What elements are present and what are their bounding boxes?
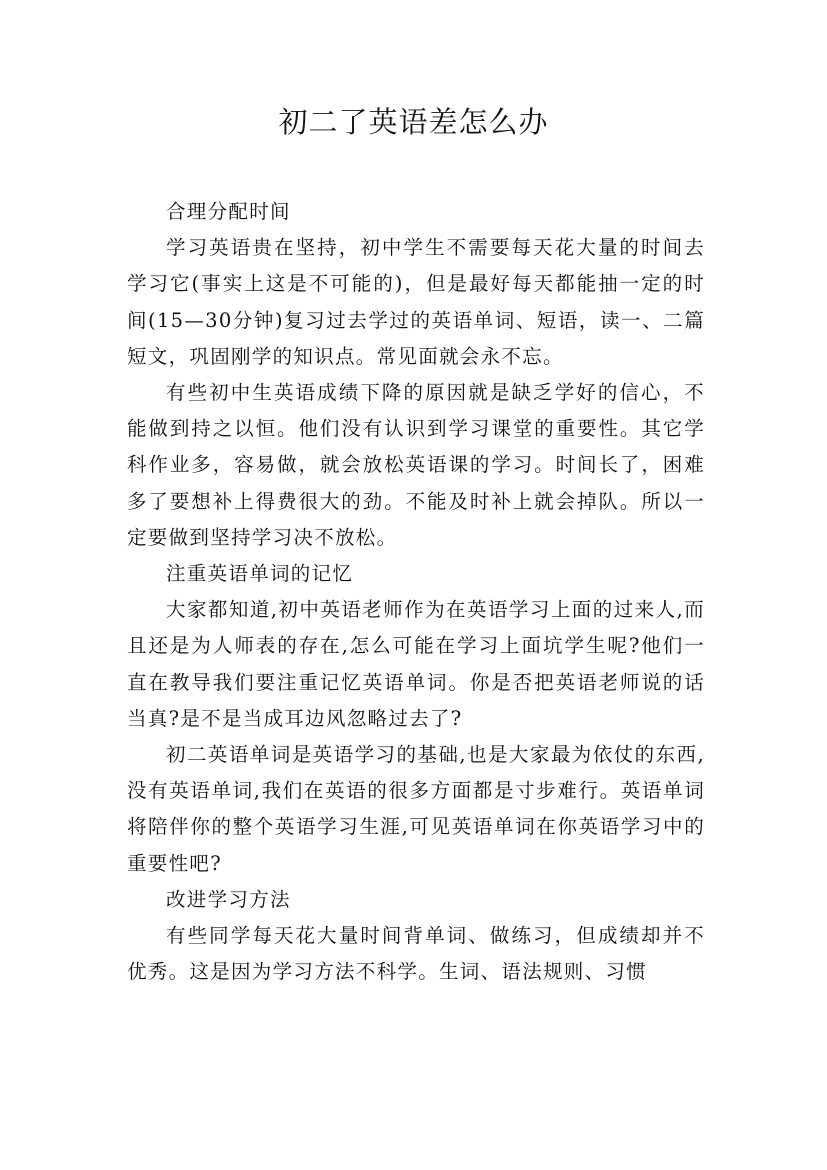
section-heading-vocabulary: 注重英语单词的记忆 [166, 562, 354, 586]
section-heading-method: 改进学习方法 [166, 887, 291, 911]
paragraph: 有些初中生英语成绩下降的原因就是缺乏学好的信心，不能做到持之以恒。他们没有认识到学习课堂的重要性。其它学科作业多，容易做，就会放松英语课的学习。时间长了，困难多了要想补上得费很大的劲。不能及时补上就会掉队。所以一定要做到坚持学习决不放松。 [127, 381, 705, 549]
paragraph: 初二英语单词是英语学习的基础,也是大家最为依仗的东西,没有英语单词,我们在英语的很多方面都是寸步难行。英语单词将陪伴你的整个英语学习生涯,可见英语单词在你英语学习中的重要性吧? [127, 743, 705, 875]
paragraph: 学习英语贵在坚持，初中学生不需要每天花大量的时间去学习它(事实上这是不可能的)，但是最好每天都能抽一定的时间(15—30分钟)复习过去学过的英语单词、短语，读一、二篇短文，巩固刚学的知识点。常见面就会永不忘。 [127, 236, 705, 368]
paragraph: 有些同学每天花大量时间背单词、做练习，但成绩却并不优秀。这是因为学习方法不科学。生词、语法规则、习惯 [127, 924, 705, 984]
section-heading-time: 合理分配时间 [166, 200, 291, 223]
page-title: 初二了英语差怎么办 [278, 105, 549, 139]
document-body [127, 194, 705, 990]
paragraph: 大家都知道,初中英语老师作为在英语学习上面的过来人,而且还是为人师表的存在,怎么可能在学习上面坑学生呢?他们一直在教导我们要注重记忆英语单词。你是否把英语老师说的话当真?是不是当成耳边风忽略过去了? [127, 598, 705, 730]
